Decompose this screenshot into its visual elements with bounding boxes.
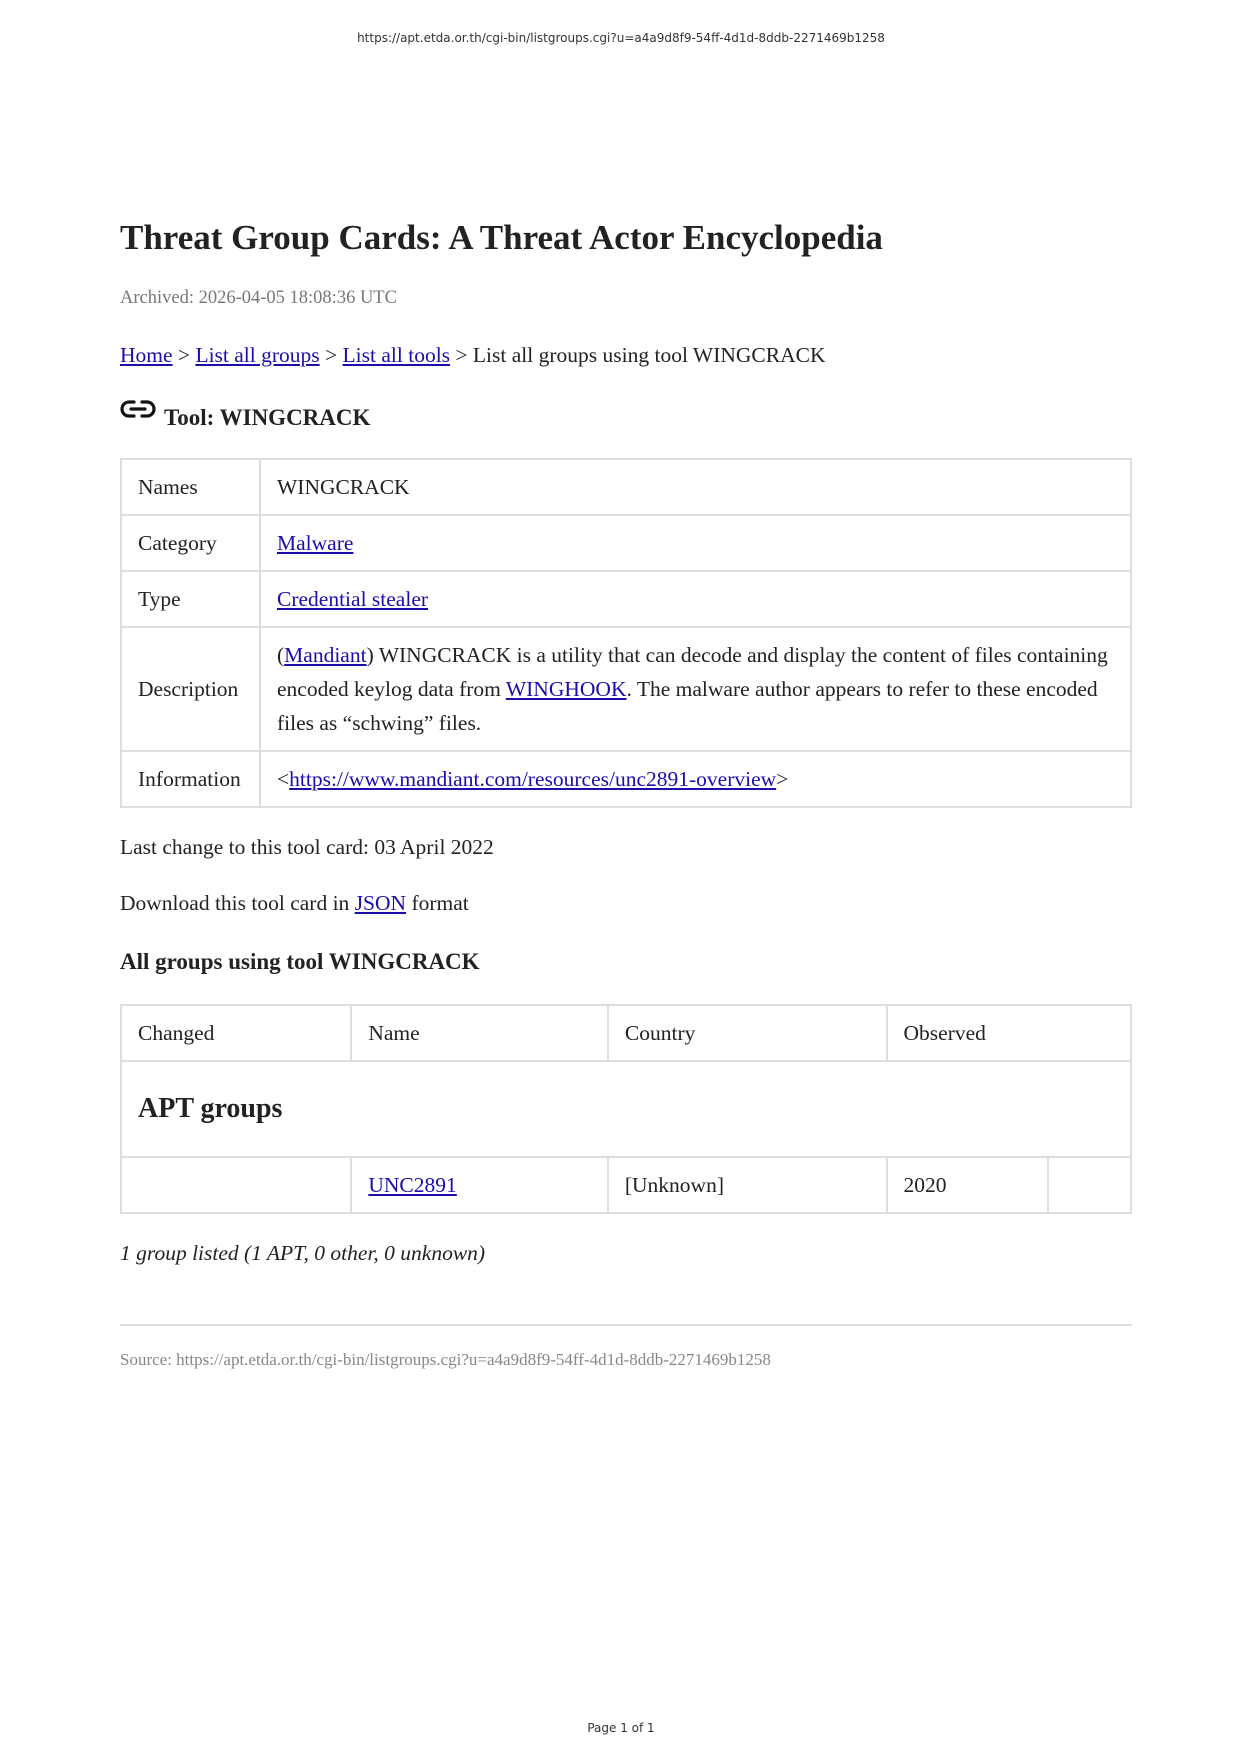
tool-heading	[120, 402, 1132, 434]
row-label: Information	[121, 751, 260, 807]
mandiant-source-link[interactable]: Mandiant	[284, 643, 367, 667]
group-changed-cell	[121, 1157, 351, 1213]
section-row	[121, 1061, 1131, 1157]
link-icon	[120, 396, 156, 422]
section-title-apt-groups: APT groups	[121, 1061, 1131, 1157]
mandiant-overview-link[interactable]: https://www.mandiant.com/resources/unc2891-overview	[289, 767, 777, 791]
tool-heading-text: Tool: WINGCRACK	[164, 405, 371, 430]
group-country-cell: [Unknown]	[608, 1157, 887, 1213]
breadcrumb	[120, 340, 1132, 370]
source-url: Source: https://apt.etda.or.th/cgi-bin/listgroups.cgi?u=a4a9d8f9-54ff-4d1d-8ddb-2271469b1258	[120, 1350, 771, 1369]
tool-category-cell	[260, 515, 1131, 571]
print-header-url: https://apt.etda.or.th/cgi-bin/listgroups.cgi?u=a4a9d8f9-54ff-4d1d-8ddb-2271469b1258	[357, 31, 885, 45]
table-row	[121, 1157, 1131, 1213]
last-change-text: Last change to this tool card: 03 April 2022	[120, 835, 494, 859]
description-text: ) WINGCRACK is a utility that can decode and display the content of files containing encoded keylog data from	[277, 643, 1108, 701]
table-row	[121, 459, 1131, 515]
column-header-country: Country	[608, 1005, 887, 1061]
column-header-observed: Observed	[887, 1005, 1131, 1061]
table-row	[121, 571, 1131, 627]
download-line	[120, 888, 1132, 918]
type-credential-stealer-link[interactable]: Credential stealer	[277, 587, 429, 611]
row-label: Names	[121, 459, 260, 515]
archived-timestamp: Archived: 2026-04-05 18:08:36 UTC	[120, 288, 397, 308]
breadcrumb-home-link[interactable]: Home	[120, 343, 173, 367]
winghook-link[interactable]: WINGHOOK	[505, 677, 627, 701]
footer-divider	[120, 1324, 1132, 1326]
angle-close: >	[776, 767, 789, 791]
table-row	[121, 751, 1131, 807]
description-text: . The malware author appears to refer to these encoded files as “schwing” files.	[277, 677, 1098, 735]
breadcrumb-list-groups-link[interactable]: List all groups	[195, 343, 320, 367]
breadcrumb-separator: >	[319, 343, 343, 367]
tool-description-cell	[260, 627, 1131, 751]
tool-info-table	[120, 458, 1132, 808]
tool-names-value: WINGCRACK	[260, 459, 1131, 515]
tool-information-cell	[260, 751, 1131, 807]
breadcrumb-separator: >	[172, 343, 196, 367]
groups-heading: All groups using tool WINGCRACK	[120, 949, 480, 974]
download-prefix: Download this tool card in	[120, 891, 355, 915]
group-extra-cell	[1048, 1157, 1131, 1213]
row-label: Category	[121, 515, 260, 571]
table-row	[121, 515, 1131, 571]
row-label: Type	[121, 571, 260, 627]
page-number: Page 1 of 1	[587, 1721, 655, 1735]
row-label: Description	[121, 627, 260, 751]
download-suffix: format	[406, 891, 469, 915]
table-header-row	[121, 1005, 1131, 1061]
tool-type-cell	[260, 571, 1131, 627]
column-header-name: Name	[351, 1005, 608, 1061]
column-header-changed: Changed	[121, 1005, 351, 1061]
breadcrumb-current: > List all groups using tool WINGCRACK	[450, 343, 826, 367]
description-open-paren: (	[277, 643, 285, 667]
category-malware-link[interactable]: Malware	[277, 531, 354, 555]
angle-open: <	[277, 767, 290, 791]
json-download-link[interactable]: JSON	[354, 891, 407, 915]
groups-table	[120, 1004, 1132, 1214]
breadcrumb-list-tools-link[interactable]: List all tools	[342, 343, 451, 367]
page-title: Threat Group Cards: A Threat Actor Encyclopedia	[120, 218, 883, 257]
group-name-cell	[351, 1157, 608, 1213]
group-unc2891-link[interactable]: UNC2891	[368, 1173, 457, 1197]
group-observed-cell: 2020	[887, 1157, 1049, 1213]
main-content	[120, 210, 1132, 1372]
groups-summary: 1 group listed (1 APT, 0 other, 0 unknown)	[120, 1241, 486, 1265]
table-row	[121, 627, 1131, 751]
